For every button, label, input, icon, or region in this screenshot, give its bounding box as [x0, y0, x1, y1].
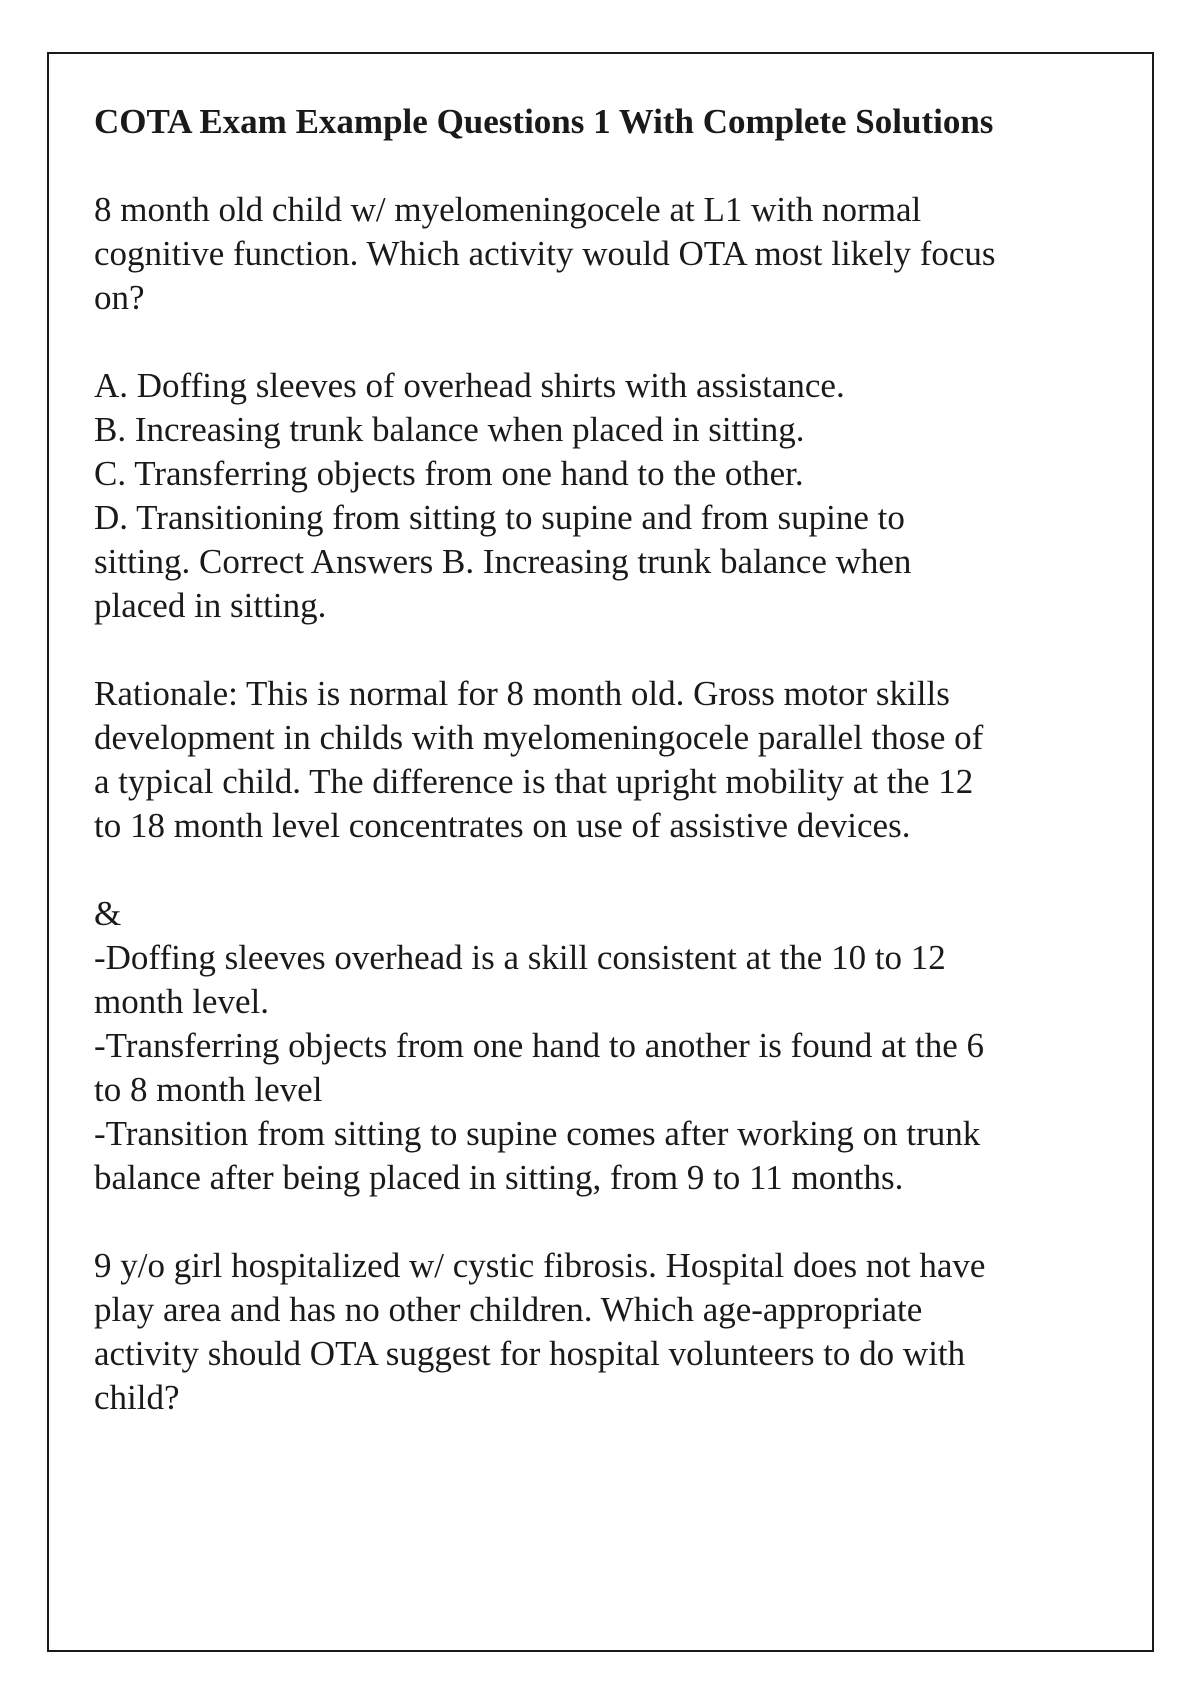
text-line: balance after being placed in sitting, from 9 to 11 months. [94, 1158, 904, 1197]
text-line: play area and has no other children. Which age-appropriate [94, 1290, 923, 1329]
question-1-notes [94, 892, 1094, 1200]
question-1-stem [94, 188, 1094, 320]
text-line: 9 y/o girl hospitalized w/ cystic fibrosis. Hospital does not have [94, 1246, 986, 1285]
document-content [94, 100, 1094, 1464]
text-line: -Transition from sitting to supine comes after working on trunk [94, 1114, 981, 1153]
correct-answer: sitting. Correct Answers B. Increasing trunk balance when [94, 542, 912, 581]
question-1-rationale [94, 672, 1094, 848]
text-line: on? [94, 278, 145, 317]
option-d: D. Transitioning from sitting to supine and from supine to [94, 498, 905, 537]
text-line: 8 month old child w/ myelomeningocele at L1 with normal [94, 190, 922, 229]
text-line: -Transferring objects from one hand to another is found at the 6 [94, 1026, 985, 1065]
text-line: activity should OTA suggest for hospital volunteers to do with [94, 1334, 966, 1373]
text-line: to 8 month level [94, 1070, 323, 1109]
text-line: to 18 month level concentrates on use of assistive devices. [94, 806, 911, 845]
correct-answer-continued: placed in sitting. [94, 586, 327, 625]
text-line: cognitive function. Which activity would OTA most likely focus [94, 234, 996, 273]
question-2-stem [94, 1244, 1094, 1420]
question-1-options [94, 364, 1094, 628]
text-line: Rationale: This is normal for 8 month old. Gross motor skills [94, 674, 950, 713]
option-c: C. Transferring objects from one hand to the other. [94, 454, 804, 493]
option-b: B. Increasing trunk balance when placed in sitting. [94, 410, 805, 449]
text-line: child? [94, 1378, 180, 1417]
text-line: month level. [94, 982, 269, 1021]
option-a: A. Doffing sleeves of overhead shirts with assistance. [94, 366, 845, 405]
text-line: development in childs with myelomeningocele parallel those of [94, 718, 984, 757]
text-line: a typical child. The difference is that upright mobility at the 12 [94, 762, 974, 801]
text-line: -Doffing sleeves overhead is a skill consistent at the 10 to 12 [94, 938, 946, 977]
document-title: COTA Exam Example Questions 1 With Complete Solutions [94, 102, 994, 141]
text-line: & [94, 894, 122, 933]
